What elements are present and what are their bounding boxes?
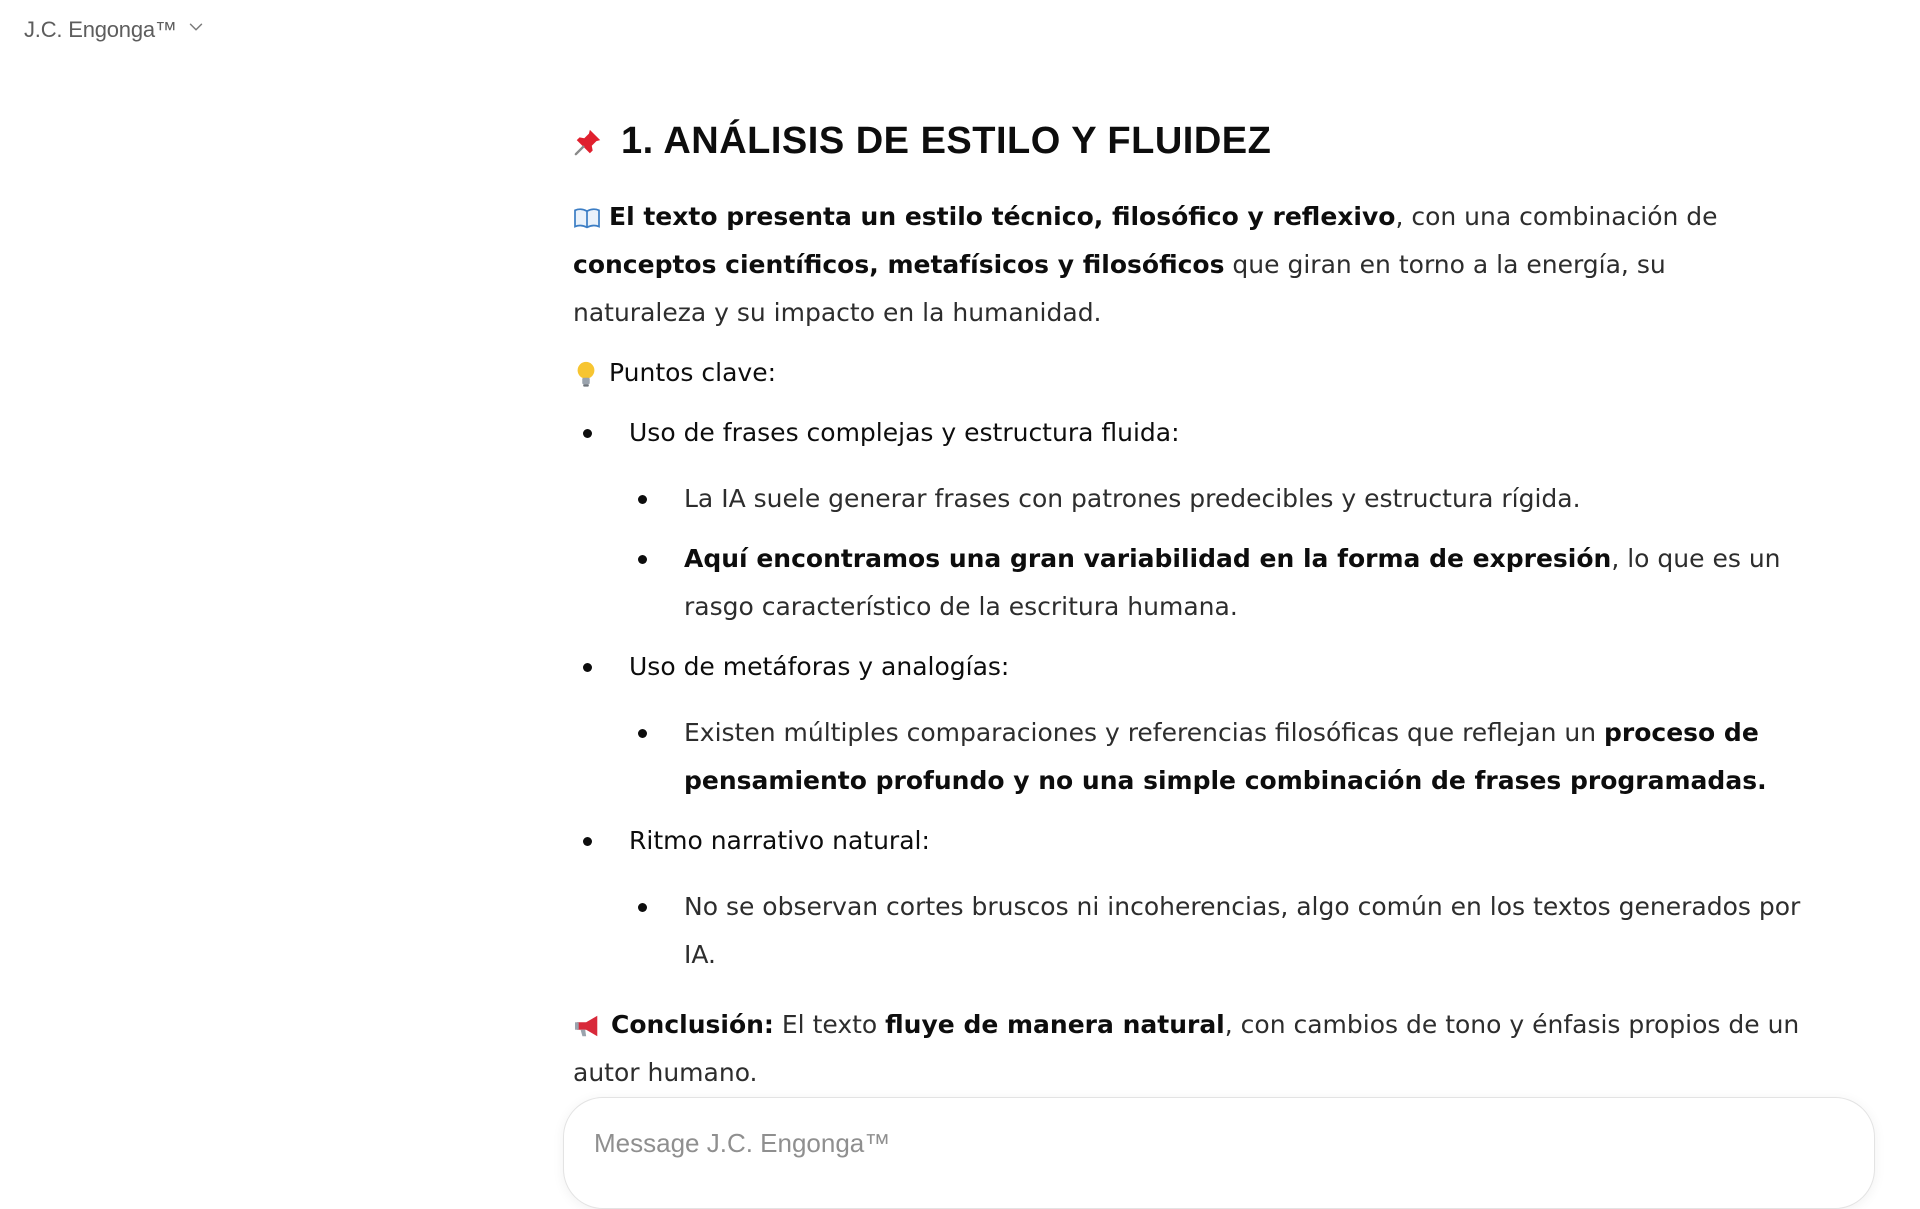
key-points-label: Puntos clave: bbox=[609, 358, 777, 387]
list-item bbox=[629, 535, 1803, 631]
chevron-down-icon bbox=[185, 16, 207, 44]
message-heading bbox=[573, 120, 1803, 163]
sub-bold: Aquí encontramos una gran variabilidad en la forma de expresión bbox=[684, 544, 1612, 573]
point-title: Uso de frases complejas y estructura fluida: bbox=[629, 418, 1180, 447]
list-item bbox=[573, 409, 1803, 631]
message-composer bbox=[563, 1097, 1875, 1209]
point-title: Uso de metáforas y analogías: bbox=[629, 652, 1010, 681]
conclusion-text-1: El texto bbox=[773, 1010, 886, 1039]
point-title: Ritmo narrativo natural: bbox=[629, 826, 930, 855]
sub-list bbox=[629, 883, 1803, 979]
conclusion-bold: fluye de manera natural bbox=[885, 1010, 1225, 1039]
list-item bbox=[629, 883, 1803, 979]
sub-text: La IA suele generar frases con patrones predecibles y estructura rígida. bbox=[684, 484, 1581, 513]
key-points-list bbox=[573, 409, 1803, 979]
sub-text: No se observan cortes bruscos ni incoherencias, algo común en los textos generados por IA. bbox=[684, 892, 1801, 969]
list-item bbox=[629, 475, 1803, 523]
list-item bbox=[629, 709, 1803, 805]
conclusion-text-2: , con cambios de tono y énfasis propios de un autor humano. bbox=[573, 1010, 1800, 1087]
heading-text: 1. ANÁLISIS DE ESTILO Y FLUIDEZ bbox=[621, 120, 1272, 162]
intro-bold-1: El texto presenta un estilo técnico, filosófico y reflexivo bbox=[609, 202, 1396, 231]
lightbulb-icon bbox=[573, 360, 599, 388]
key-points-heading bbox=[573, 349, 1803, 397]
intro-text-2: que giran en torno a la energía, su naturaleza y su impacto en la humanidad. bbox=[573, 250, 1666, 327]
conclusion-paragraph bbox=[573, 1001, 1803, 1097]
open-book-icon bbox=[573, 206, 601, 230]
sub-bold: proceso de pensamiento profundo y no una simple combinación de frases programadas. bbox=[684, 718, 1767, 795]
assistant-message bbox=[573, 120, 1803, 1097]
sub-text: , lo que es un rasgo característico de la escritura humana. bbox=[684, 544, 1781, 621]
list-item bbox=[573, 817, 1803, 979]
intro-paragraph bbox=[573, 193, 1803, 337]
list-item bbox=[573, 643, 1803, 805]
intro-bold-2: conceptos científicos, metafísicos y filosóficos bbox=[573, 250, 1225, 279]
message-input[interactable] bbox=[592, 1122, 1796, 1164]
pushpin-icon bbox=[573, 127, 603, 157]
sub-list bbox=[629, 475, 1803, 631]
sub-text: Existen múltiples comparaciones y referencias filosóficas que reflejan un bbox=[684, 718, 1604, 747]
sub-list bbox=[629, 709, 1803, 805]
megaphone-icon bbox=[573, 1013, 603, 1039]
model-name: J.C. Engonga™ bbox=[24, 17, 177, 42]
conclusion-label: Conclusión: bbox=[611, 1010, 774, 1039]
intro-text-1: , con una combinación de bbox=[1395, 202, 1718, 231]
model-switcher[interactable] bbox=[24, 14, 207, 46]
